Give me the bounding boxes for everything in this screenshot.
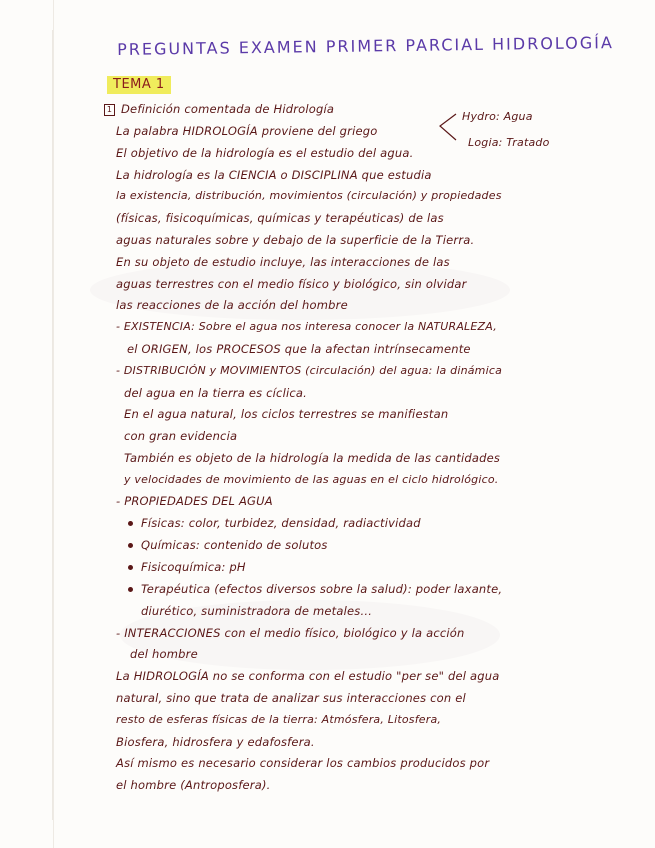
text-line: el ORIGEN, los PROCESOS que la afectan intrínsecamente xyxy=(127,342,471,356)
text-line: aguas naturales sobre y debajo de la superficie de la Tierra. xyxy=(116,233,475,247)
text-line: La hidrología es la CIENCIA o DISCIPLINA que estudia xyxy=(116,168,432,182)
text-line: Así mismo es necesario considerar los cambios producidos por xyxy=(116,756,490,770)
section-heading xyxy=(104,102,334,116)
text-line: - DISTRIBUCIÓN y MOVIMIENTOS (circulación) del agua: la dinámica xyxy=(116,364,503,377)
margin-line xyxy=(53,0,54,848)
etymology-hydro: Hydro: Agua xyxy=(462,110,533,123)
brace-icon xyxy=(436,112,458,144)
bullet-icon xyxy=(128,587,133,592)
text-line: aguas terrestres con el medio físico y biológico, sin olvidar xyxy=(116,277,467,291)
text-line: del agua en la tierra es cíclica. xyxy=(124,386,307,400)
etymology-intro: La palabra HIDROLOGÍA proviene del griego xyxy=(116,124,378,138)
section-number-box: 1 xyxy=(104,104,115,116)
property-item xyxy=(128,560,246,574)
property-text: Terapéutica (efectos diversos sobre la salud): poder laxante, xyxy=(141,582,503,596)
text-line: En su objeto de estudio incluye, las interacciones de las xyxy=(116,255,450,269)
bullet-icon xyxy=(128,521,133,526)
property-item xyxy=(128,538,328,552)
bullet-icon xyxy=(128,543,133,548)
tema-label: TEMA 1 xyxy=(107,76,171,94)
text-line: Biosfera, hidrosfera y edafosfera. xyxy=(116,735,315,749)
text-line: (físicas, fisicoquímicas, químicas y terapéuticas) de las xyxy=(116,211,444,225)
text-line: con gran evidencia xyxy=(124,429,238,443)
text-line: En el agua natural, los ciclos terrestres se manifiestan xyxy=(124,407,449,421)
property-text: Químicas: contenido de solutos xyxy=(141,538,328,552)
property-item xyxy=(128,582,502,596)
text-line: resto de esferas físicas de la tierra: Atmósfera, Litosfera, xyxy=(116,713,442,726)
text-line: y velocidades de movimiento de las aguas en el ciclo hidrológico. xyxy=(124,473,499,486)
text-line: la existencia, distribución, movimientos (circulación) y propiedades xyxy=(116,189,502,202)
text-line: natural, sino que trata de analizar sus interacciones con el xyxy=(116,691,466,705)
text-line: La HIDROLOGÍA no se conforma con el estudio "per se" del agua xyxy=(116,669,500,683)
text-line: - INTERACCIONES con el medio físico, biológico y la acción xyxy=(116,626,465,640)
text-line: - PROPIEDADES DEL AGUA xyxy=(116,494,273,508)
bullet-icon xyxy=(128,565,133,570)
property-text: Físicas: color, turbidez, densidad, radiactividad xyxy=(141,516,421,530)
property-text: Fisicoquímica: pH xyxy=(141,560,246,574)
text-line: el hombre (Antroposfera). xyxy=(116,778,271,792)
etymology-logia: Logia: Tratado xyxy=(468,136,550,149)
text-line: - EXISTENCIA: Sobre el agua nos interesa conocer la NATURALEZA, xyxy=(116,320,497,333)
text-line: También es objeto de la hidrología la medida de las cantidades xyxy=(124,451,501,465)
text-line: diurético, suministradora de metales... xyxy=(141,604,373,618)
property-item xyxy=(128,516,421,530)
text-line: El objetivo de la hidrología es el estudio del agua. xyxy=(116,146,414,160)
text-line: las reacciones de la acción del hombre xyxy=(116,298,348,312)
text-line: del hombre xyxy=(130,647,198,661)
section-heading-text: Definición comentada de Hidrología xyxy=(121,102,335,116)
page-title: PREGUNTAS EXAMEN PRIMER PARCIAL HIDROLOGÍA xyxy=(117,33,614,59)
